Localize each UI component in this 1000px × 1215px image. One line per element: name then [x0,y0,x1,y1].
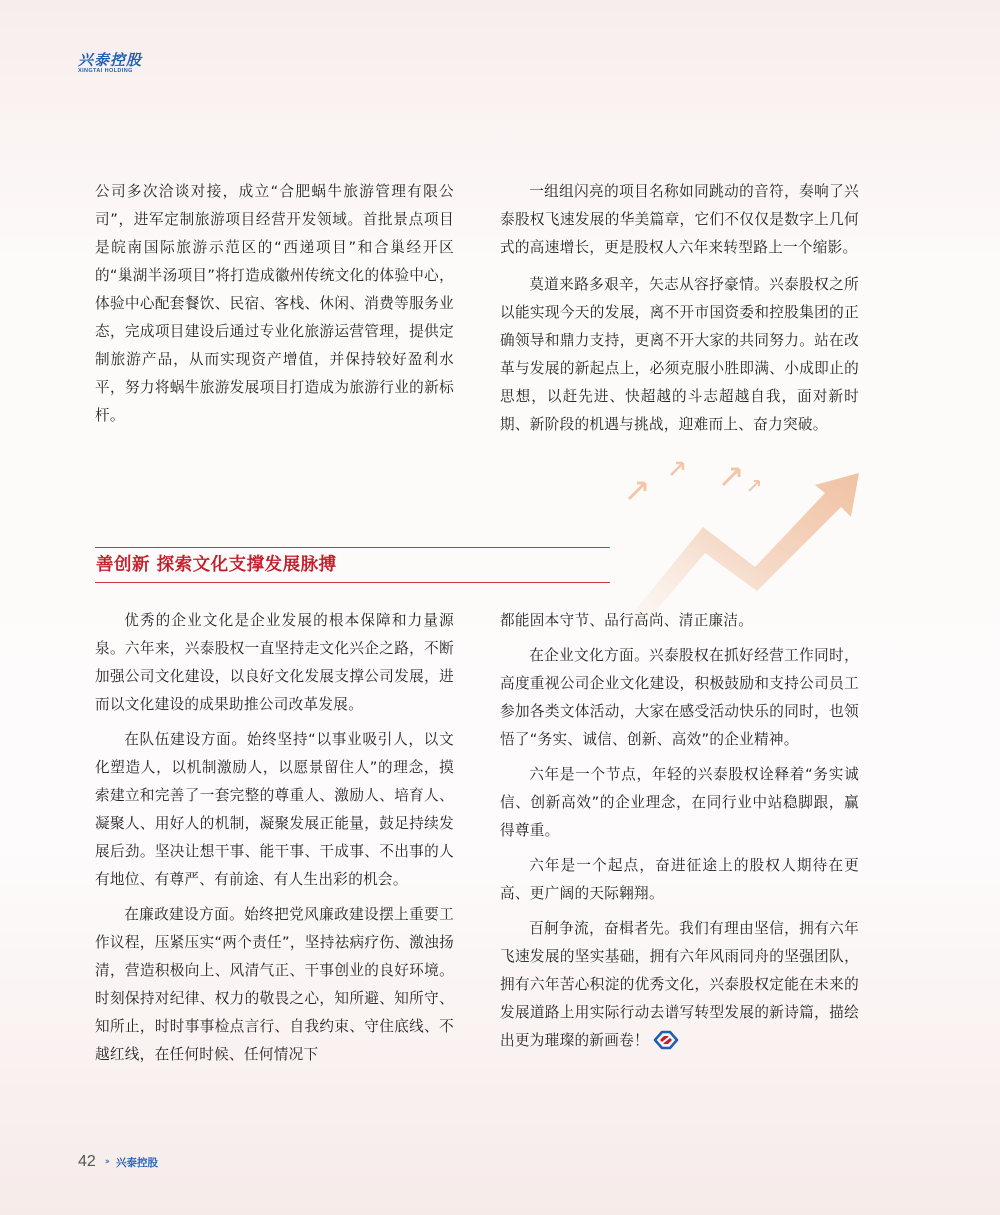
article-paragraph-text: 百舸争流，奋楫者先。我们有理由坚信，拥有六年飞速发展的坚实基础，拥有六年风雨同舟的坚强团队，拥有六年苦心积淀的优秀文化，兴泰股权定能在未来的发展道路上用实际行动去谱写转型发展的新诗篇，描绘出更为璀璨的新画卷！ [500,920,859,1049]
article-paragraph: 公司多次洽谈对接，成立“合肥蜗牛旅游管理有限公司”，进军定制旅游项目经营开发领域。首批景点项目是皖南国际旅游示范区的“西递项目”和合巢经开区的“巢湖半汤项目”将打造成徽州传统文化的体验中心，体验中心配套餐饮、民宿、客栈、休闲、消费等服务业态，完成项目建设后通过专业化旅游运营管理，提供定制旅游产品，从而实现资产增值，并保持较好盈利水平，努力将蜗牛旅游发展项目打造成为旅游行业的新标杆。 [95,183,454,424]
bottom-right-column [500,607,859,1055]
article-paragraph: 莫道来路多艰辛，矢志从容抒豪情。兴泰股权之所以能实现今天的发展，离不开市国资委和控股集团的正确领导和鼎力支持，更离不开大家的共同努力。站在改革与发展的新起点上，必须克服小胜即满、小成即止的思想，以赶先进、快超越的斗志超越自我，面对新时期、新阶段的机遇与挑战，迎难而上、奋力突破。 [500,276,859,433]
article-paragraph-final [500,915,859,1055]
chevron-right-icon: ›› [104,1157,108,1167]
article-paragraph: 在队伍建设方面。始终坚持“以事业吸引人，以文化塑造人，以机制激励人，以愿景留住人”的理念，摸索建立和完善了一套完整的尊重人、激励人、培育人、凝聚人、用好人的机制，凝聚发展正能量，鼓足持续发展后劲。坚决让想干事、能干事、干成事、不出事的人有地位、有尊严、有前途、有人生出彩的机会。 [95,731,454,888]
article-paragraph: 六年是一个起点，奋进征途上的股权人期待在更高、更广阔的天际翱翔。 [500,857,859,902]
footer-brand-name: 兴泰控股 [116,1156,158,1169]
logo-english: XINGTAI HOLDING [78,68,133,74]
article-paragraph: 一组组闪亮的项目名称如同跳动的音符，奏响了兴泰股权飞速发展的华美篇章，它们不仅仅是数字上几何式的高速增长，更是股权人六年来转型路上一个缩影。 [500,183,859,256]
section-rule-top [95,547,610,548]
section-title: 善创新 探索文化支撑发展脉搏 [96,555,337,575]
article-paragraph: 优秀的企业文化是企业发展的根本保障和力量源泉。六年来，兴泰股权一直坚持走文化兴企之路，不断加强公司文化建设，以良好文化发展支撑公司发展，进而以文化建设的成果助推公司改革发展。 [95,612,454,713]
article-paragraph: 在企业文化方面。兴泰股权在抓好经营工作同时，高度重视公司企业文化建设，积极鼓励和支持公司员工参加各类文体活动，大家在感受活动快乐的同时，也领悟了“务实、诚信、创新、高效”的企业精神。 [500,647,859,748]
brand-logo [78,52,142,75]
article-paragraph-continuation: 都能固本守节、品行高尚、清正廉洁。 [500,612,754,629]
bottom-left-column [95,607,454,1069]
article-paragraph: 在廉政建设方面。始终把党风廉政建设摆上重要工作议程，压紧压实“两个责任”，坚持祛病疗伤、激浊扬清，营造积极向上、风清气正、干事创业的良好环境。时刻保持对纪律、权力的敬畏之心，知所避、知所守、知所止，时时事事检点言行、自我约束、守住底线、不越红线，在任何时候、任何情况下 [95,906,454,1063]
section-rule-bottom [95,582,610,583]
logo-chinese: 兴泰控股 [78,51,143,69]
page-number: 42 [78,1153,96,1170]
end-mark-icon [653,1030,679,1050]
top-left-column [95,178,454,430]
top-right-column [500,178,859,439]
page-footer [78,1150,158,1174]
article-paragraph: 六年是一个节点，年轻的兴泰股权诠释着“务实诚信、创新高效”的企业理念，在同行业中站稳脚跟，赢得尊重。 [500,766,859,839]
